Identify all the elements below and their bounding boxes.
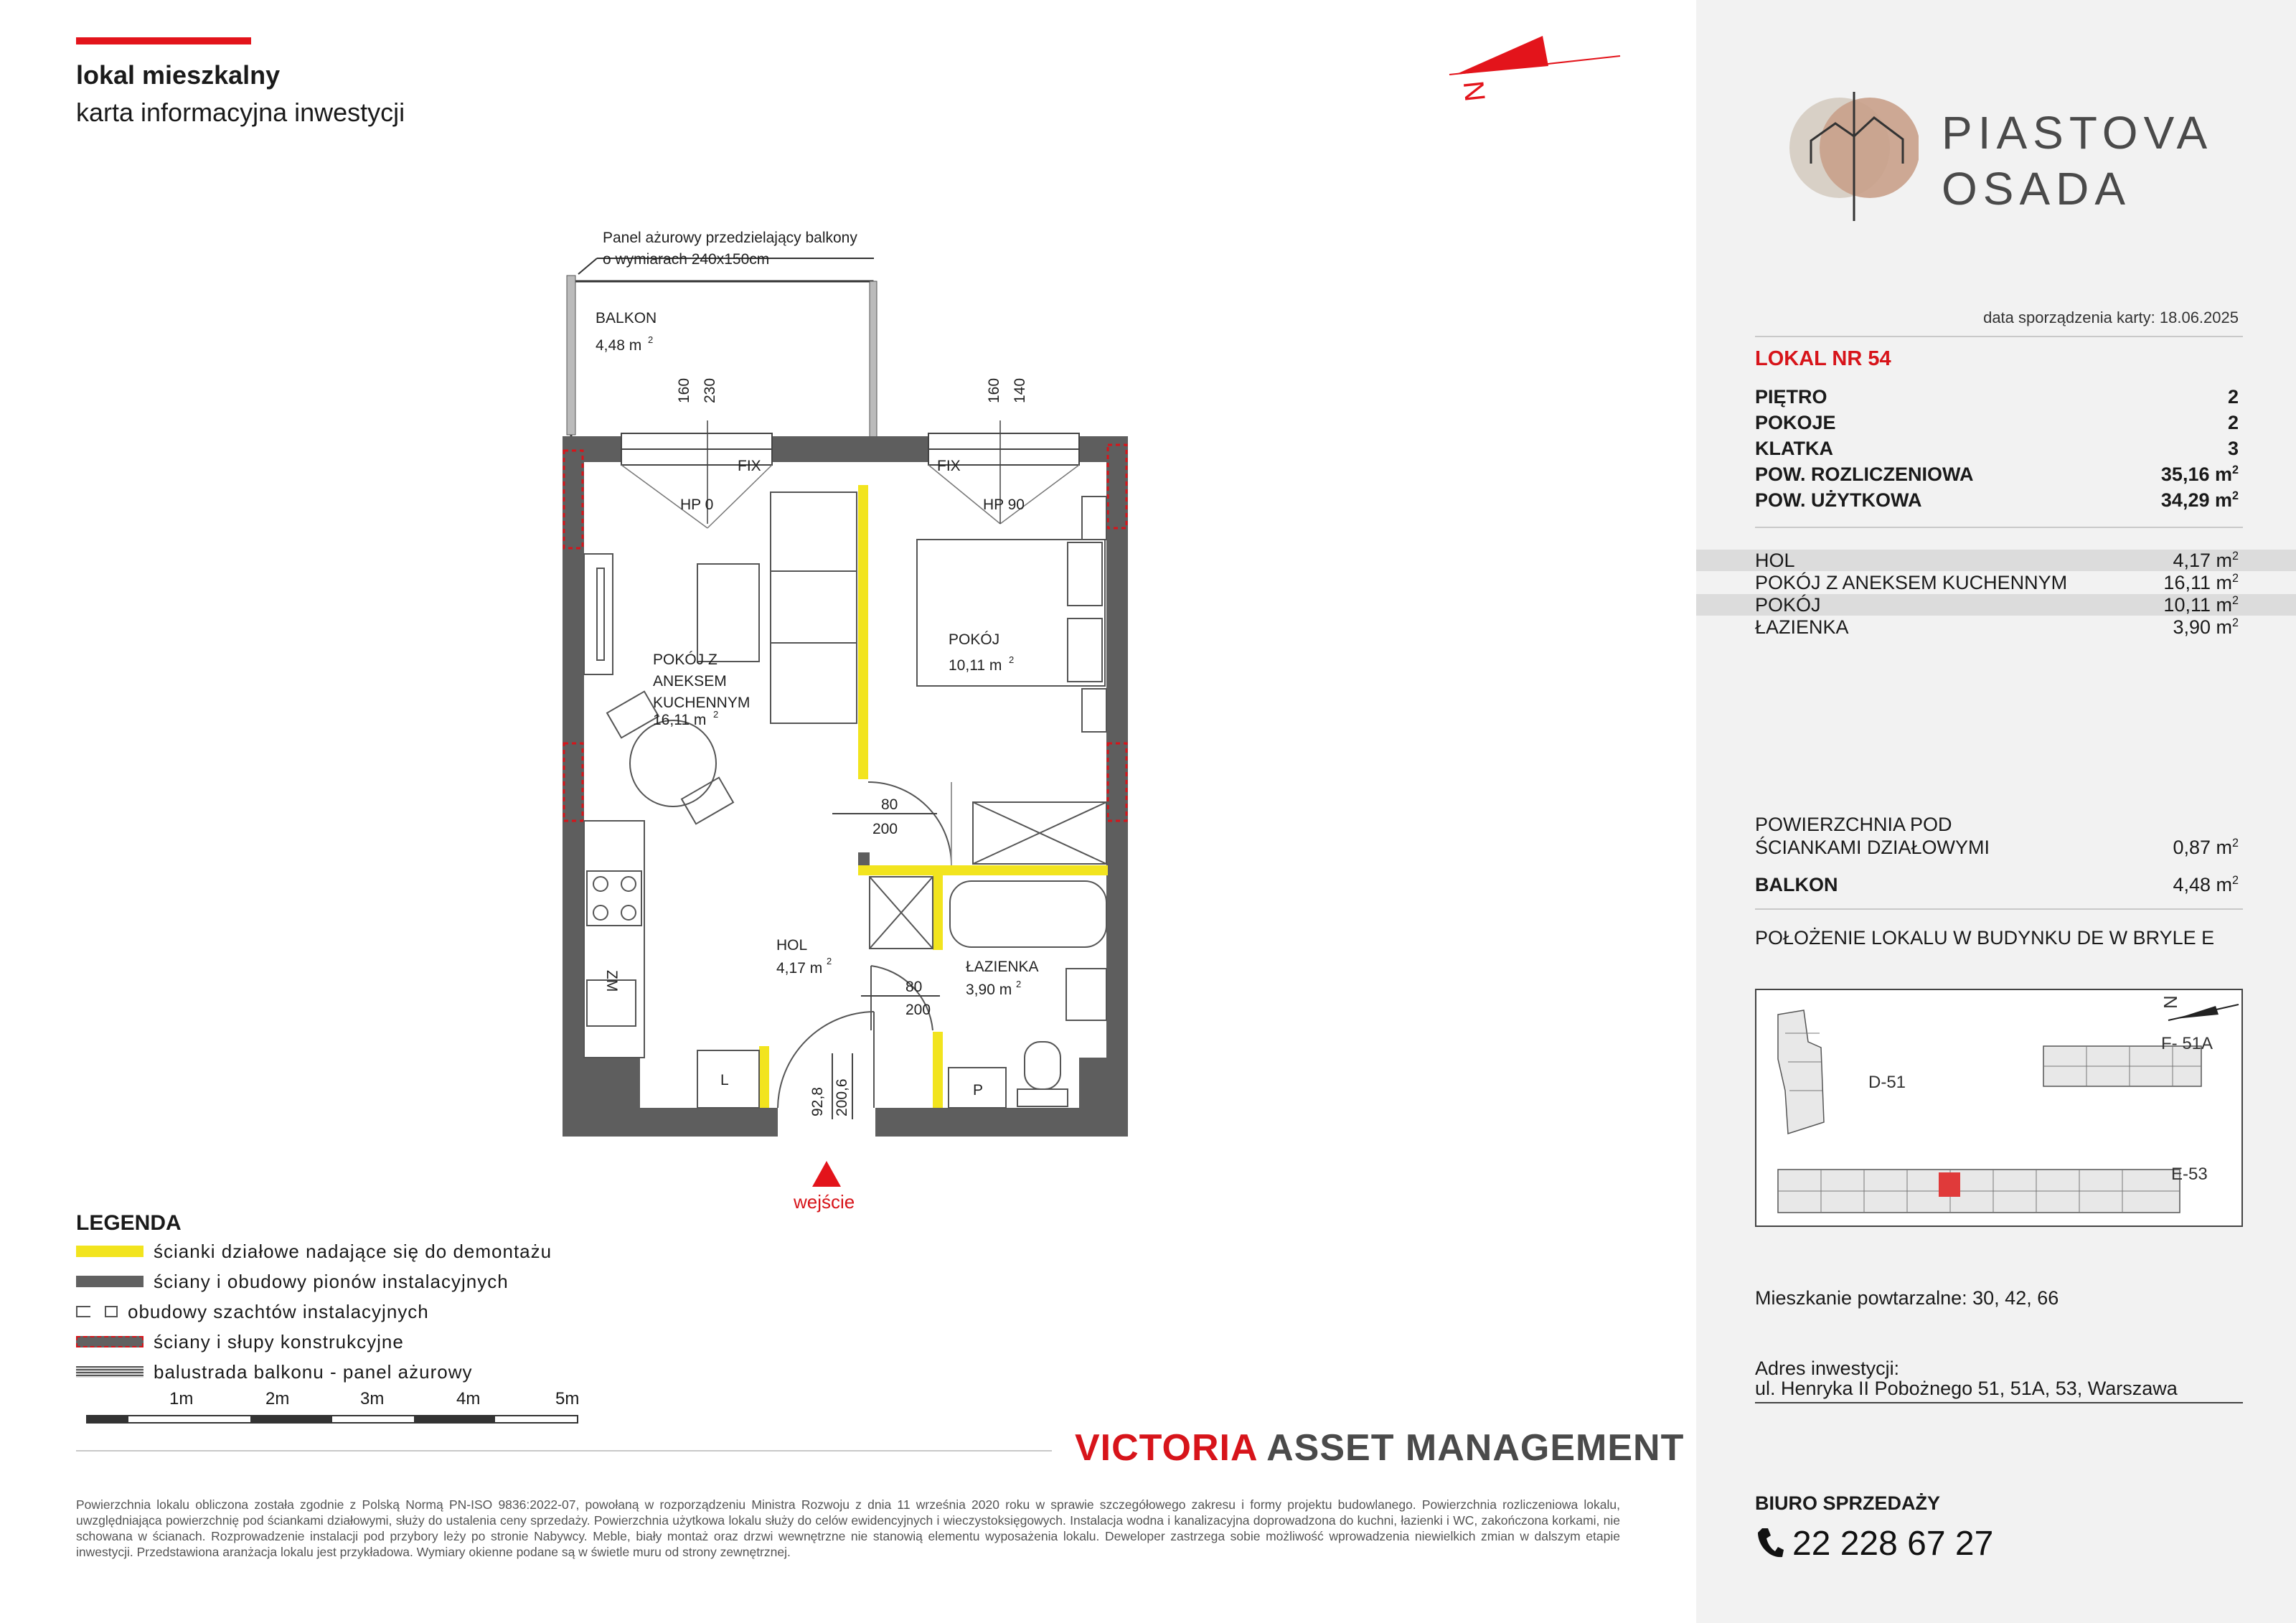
balcony-panel-note: Panel ażurowy przedzielający balkony: [603, 230, 857, 246]
window1-hp: HP 0: [680, 497, 714, 513]
entry-label: wejście: [794, 1191, 855, 1213]
address-label: Adres inwestycji:: [1755, 1358, 1900, 1379]
interior-walls: [583, 852, 1108, 1109]
block-d51: [1778, 1010, 1824, 1134]
fridge-label: ZM: [603, 970, 620, 992]
structural-columns: [564, 445, 1126, 821]
room-row-living: POKÓJ Z ANEKSEM KUCHENNYM 16,11 $m^2$: [1755, 572, 2239, 593]
door1-width: 80: [881, 796, 898, 813]
svg-text:2: 2: [827, 956, 832, 966]
investment-address: ul. Henryka II Pobożnego 51, 51A, 53, Warszawa: [1755, 1378, 2178, 1399]
room-row-hall: HOL 4,17 $m^2$: [1755, 550, 2239, 571]
furniture: [584, 492, 1106, 1108]
door2-width: 80: [905, 979, 923, 995]
room-row-bedroom: POKÓJ 10,11 $m^2$: [1755, 594, 2239, 616]
window2-hp: HP 90: [983, 497, 1025, 513]
legend-title: LEGENDA: [76, 1211, 182, 1235]
shaft-label: P: [973, 1082, 984, 1099]
brand-name-line1: PIASTOVA: [1942, 107, 2213, 159]
balcony-area: 4,48 m: [596, 337, 642, 354]
balcony-label: BALKON: [596, 310, 657, 326]
legend-item-railing: balustrada balkonu - panel ażurowy: [76, 1360, 472, 1383]
legend-swatch: [76, 1246, 144, 1257]
scale-label-2m: 2m: [265, 1389, 290, 1408]
piastova-logo-icon: [1789, 85, 1919, 221]
window1-fix: FIX: [738, 458, 761, 474]
living-room-label-3: KUCHENNYM: [653, 695, 751, 711]
entry-arrow-icon: [812, 1161, 841, 1187]
detail-staircase: KLATKA 3: [1755, 438, 2239, 459]
legend-swatch: [76, 1276, 144, 1287]
brand-name-line2: OSADA: [1942, 163, 2132, 215]
window2-fix: FIX: [937, 458, 961, 474]
sales-office-label: BIURO SPRZEDAŻY: [1755, 1492, 1941, 1514]
window1-dim-b: 230: [702, 377, 718, 403]
scale-label-4m: 4m: [456, 1389, 481, 1408]
detail-billing-area: POW. ROZLICZENIOWA 35,16 $m^2$: [1755, 464, 2239, 485]
legend-item-shaft-casings: obudowy szachtów instalacyjnych: [76, 1300, 429, 1323]
legal-disclaimer: Powierzchnia lokalu obliczona została zgodnie z Polską Normą PN-ISO 9836:2022-07, powołaną w rozporządzeniu Ministra Rozwoju z dnia 11 września 2020 roku w sprawie szczegółowego zakresu i formy projektu budowlanego. Powierzchnia rozliczeniowa lokalu, uwzględniająca powierzchnię pod ściankami działowymi, służy do ustalenia ceny sprzedaży. Powierzchnia użytkowa lokalu służy do celów ewidencyjnych i wieczystoksięgowych. Instalacja wodna i kanalizacyjna doprowadzona do kuchni, łazienki i WC, zakończona korkami, nie schowana w ścianach. Rozprowadzenie instalacji pod przybory leży po stronie Nabywcy. Meble, biały montaż oraz drzwi wewnętrzne nie stanowią elementu wyposażenia lokalu. Deweloper zastrzega sobie możliwość wprowadzenia niewielkich zmian w dalszym etapie inwestycji. Przedstawiona aranżacja lokalu jest przykładowa. Wymiary okienne podane są w świetle muru od strony zewnętrznej.: [76, 1497, 1620, 1559]
door1-height: 200: [872, 821, 898, 837]
bathroom-label: ŁAZIENKA: [966, 959, 1039, 975]
window2-dim-a: 160: [986, 377, 1002, 403]
building-location-map: [1755, 989, 2243, 1227]
living-room-label-2: ANEKSEM: [653, 673, 727, 690]
bedroom-label: POKÓJ: [949, 631, 1000, 648]
svg-text:2: 2: [713, 709, 719, 720]
map-label-f51a: F- 51A: [2161, 1034, 2213, 1053]
scale-label-3m: 3m: [360, 1389, 385, 1408]
partition-area-row: ŚCIANKAMI DZIAŁOWYMI 0,87 $m^2$: [1755, 837, 2239, 858]
scale-bar: [86, 1415, 578, 1424]
svg-text:2: 2: [648, 334, 654, 345]
living-room-area: 16,11 m: [653, 712, 707, 728]
legend-swatch: [76, 1336, 144, 1347]
exterior-walls: [563, 436, 1128, 1137]
scale-label-1m: 1m: [169, 1389, 194, 1408]
detail-floor: PIĘTRO 2: [1755, 386, 2239, 408]
door2-height: 200: [905, 1002, 931, 1018]
phone-icon: [1755, 1525, 1784, 1560]
demountable-partitions: [759, 485, 1108, 1108]
scale-label-5m: 5m: [555, 1389, 580, 1408]
legend-item-shaft-walls: ściany i obudowy pionów instalacyjnych: [76, 1270, 509, 1293]
bedroom-area: 10,11 m: [949, 657, 1002, 674]
legend-swatch: [76, 1306, 90, 1317]
unit-number: LOKAL NR 54: [1755, 347, 1891, 370]
location-caption: POŁOŻENIE LOKALU W BUDYNKU DE W BRYLE E: [1755, 927, 2215, 949]
wardrobe-label: L: [720, 1072, 729, 1088]
unit-marker: [1939, 1172, 1960, 1197]
legend-item-partitions: ścianki działowe nadające się do demontażu: [76, 1240, 552, 1263]
hall-area: 4,17 m: [776, 960, 823, 977]
room-row-bathroom: ŁAZIENKA 3,90 $m^2$: [1755, 616, 2239, 638]
card-date: data sporządzenia karty: 18.06.2025: [1983, 309, 2239, 326]
page-title: lokal mieszkalny: [76, 60, 281, 90]
detail-usable-area: POW. UŻYTKOWA 34,29 $m^2$: [1755, 489, 2239, 511]
balcony-area-row: BALKON 4,48 $m^2$: [1755, 874, 2239, 895]
window1-dim-a: 160: [676, 377, 692, 403]
repeat-units: Mieszkanie powtarzalne: 30, 42, 66: [1755, 1287, 2059, 1309]
map-label-e53: E-53: [2171, 1165, 2208, 1184]
partition-area-label: POWIERZCHNIA POD: [1755, 814, 1952, 835]
legend-swatch: [76, 1366, 144, 1378]
entry-dim-a: 92,8: [809, 1087, 826, 1116]
sales-phone[interactable]: 22 228 67 27: [1792, 1525, 1994, 1563]
svg-text:2: 2: [1016, 979, 1022, 989]
map-north: N: [2160, 995, 2181, 1009]
hall-label: HOL: [776, 937, 808, 954]
balcony-panel-note-2: o wymiarach 240x150cm: [603, 251, 770, 268]
north-arrow-icon: [1449, 36, 1620, 103]
svg-text:2: 2: [1009, 654, 1015, 665]
entry-dim-b: 200,6: [834, 1078, 850, 1116]
window2-dim-b: 140: [1012, 377, 1028, 403]
north-letter: N: [1458, 79, 1492, 103]
living-room-label-1: POKÓJ Z: [653, 651, 718, 668]
page-subtitle: karta informacyjna inwestycji: [76, 98, 405, 127]
detail-rooms: POKOJE 2: [1755, 412, 2239, 433]
bathroom-area: 3,90 m: [966, 982, 1012, 998]
map-label-d51: D-51: [1868, 1073, 1906, 1092]
footer-divider: [76, 1450, 1052, 1452]
developer-logo: VICTORIA ASSET MANAGEMENT: [1075, 1427, 1685, 1469]
legend-item-structural: ściany i słupy konstrukcyjne: [76, 1330, 404, 1353]
